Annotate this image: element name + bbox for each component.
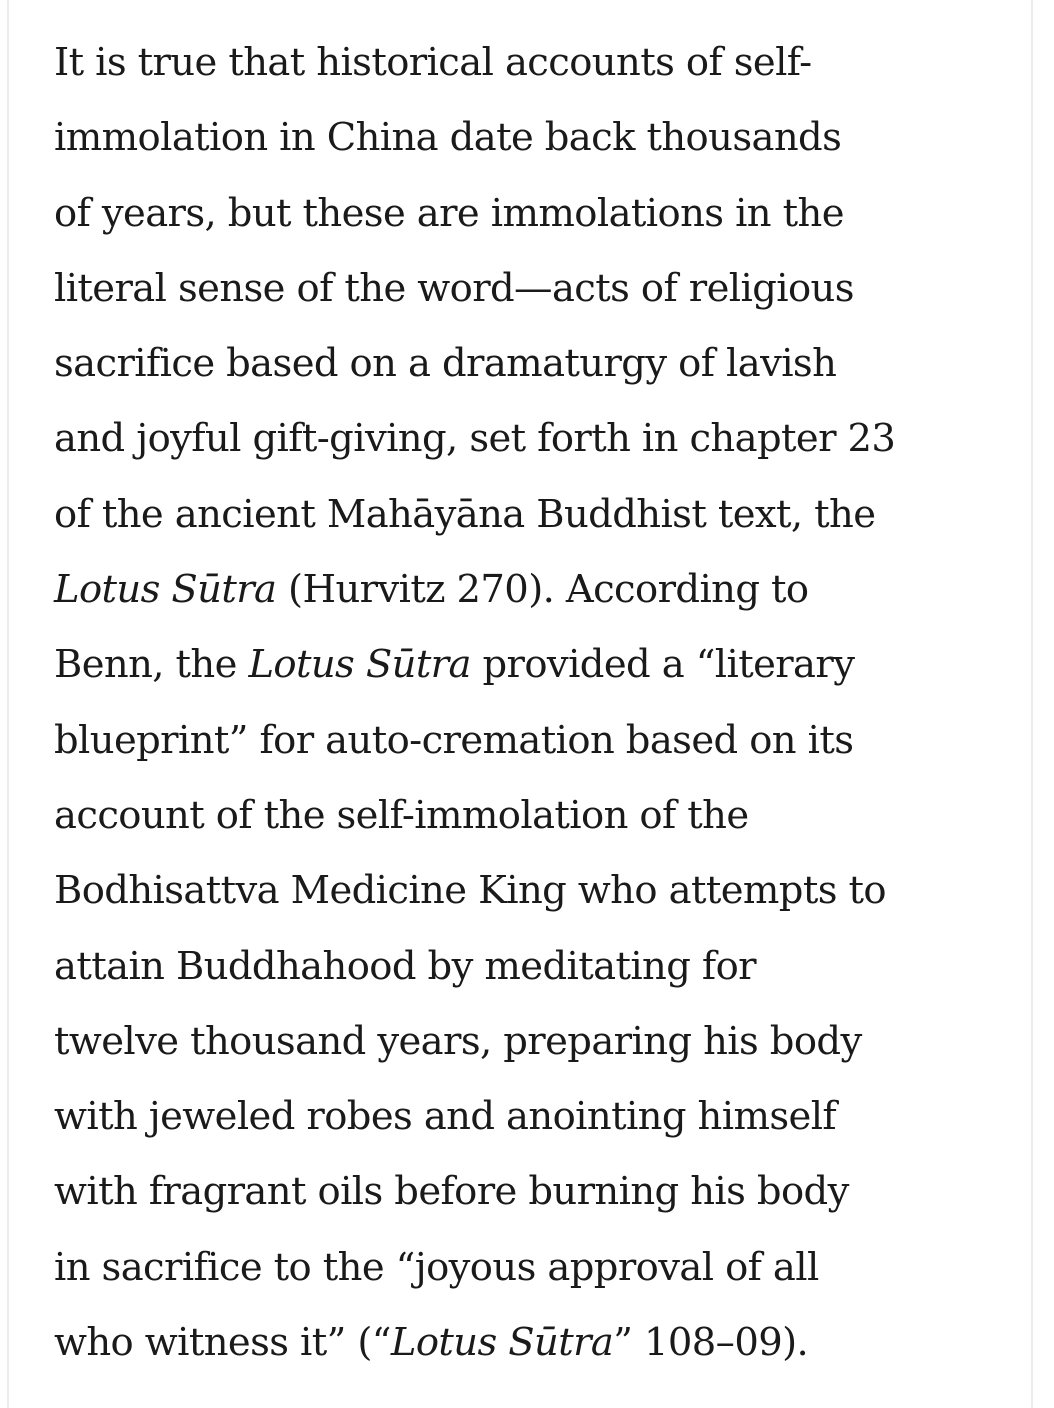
paragraph-line: blueprint” for auto-cremation based on its [54,717,854,763]
paragraph-line: immolation in China date back thousands [54,115,842,161]
paragraph-line: with jeweled robes and anointing himself [54,1094,837,1140]
left-border [7,0,9,1408]
paragraph-line: who witness it” (“Lotus Sūtra” 108–09). [54,1320,809,1366]
paragraph-line: with fragrant oils before burning his body [54,1169,849,1215]
paragraph-line: It is true that historical accounts of self- [54,40,812,85]
italic-title: Lotus Sūtra [390,1320,614,1366]
paragraph-line: of years, but these are immolations in the [54,190,844,236]
paragraph-line: account of the self-immolation of the [54,792,749,838]
paragraph-line: literal sense of the word—acts of religious [54,265,854,311]
paragraph-line: and joyful gift-giving, set forth in chapter 23 [54,416,896,462]
italic-title: Lotus Sūtra [248,642,471,688]
right-border [1031,0,1033,1408]
paragraph-line: twelve thousand years, preparing his body [54,1018,862,1064]
italic-title: Lotus Sūtra [54,567,277,613]
paragraph-line: of the ancient Mahāyāna Buddhist text, the [54,491,876,537]
paragraph-line: Benn, the Lotus Sūtra provided a “literary [54,642,855,688]
paragraph-line: Lotus Sūtra (Hurvitz 270). According to [54,567,809,613]
paragraph-line: sacrifice based on a dramaturgy of lavish [54,341,837,387]
paragraph-line: Bodhisattva Medicine King who attempts to [54,868,886,914]
article-paragraph [54,25,1024,1380]
paragraph-line: attain Buddhahood by meditating for [54,943,756,989]
paragraph-line: in sacrifice to the “joyous approval of all [54,1244,819,1290]
